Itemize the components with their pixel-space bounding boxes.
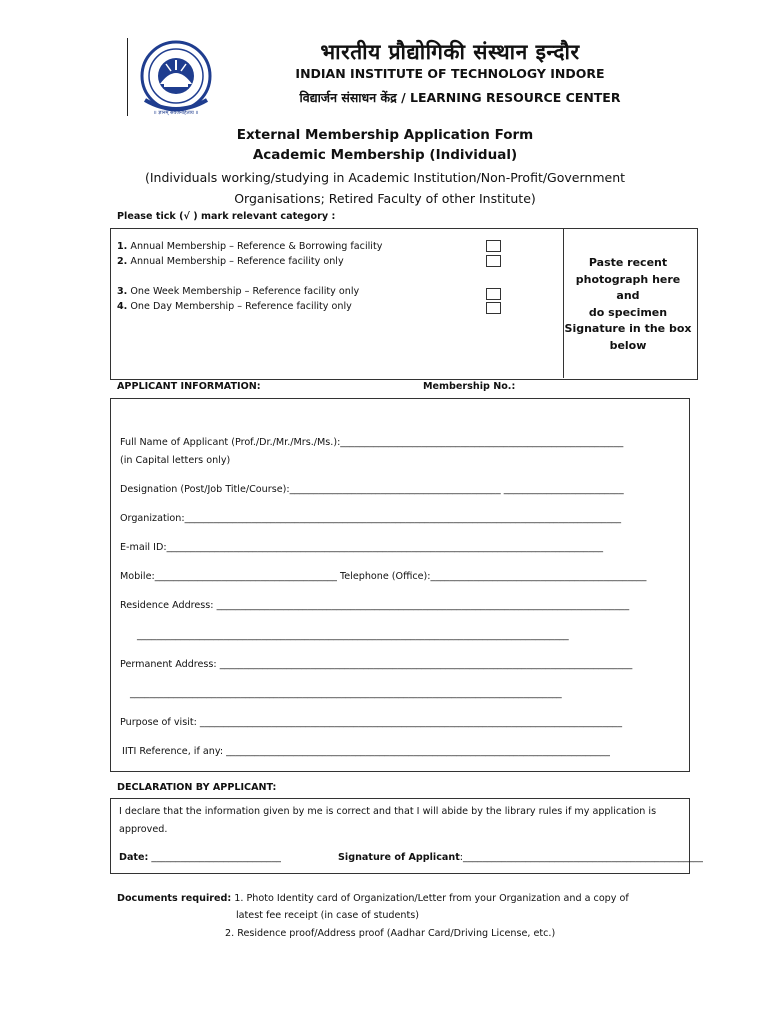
residence-address-line-2[interactable]: __________________________________________________________________________________________ — [137, 630, 569, 641]
organization-field[interactable]: Organization:___________________________________________________________________________________________ — [120, 513, 622, 524]
form-subtitle: Academic Membership (Individual) — [252, 147, 518, 163]
residence-address-field[interactable]: Residence Address: ______________________________________________________________________________________ — [120, 600, 630, 611]
checkbox-category-3[interactable] — [486, 288, 501, 300]
header-divider — [127, 38, 128, 116]
capital-letters-note: (in Capital letters only) — [120, 455, 231, 466]
date-label: Date: — [119, 852, 149, 863]
institute-hindi-title: भारतीय प्रौद्योगिकी संस्थान इन्दौर — [320, 40, 580, 64]
declaration-text-1: I declare that the information given by me is correct and that I will abide by the library rules if my application is — [119, 806, 657, 817]
form-title-block — [130, 125, 640, 165]
membership-no-label: Membership No.: — [423, 381, 516, 392]
form-description — [110, 167, 660, 209]
documents-item-1-cont: latest fee receipt (in case of students) — [236, 910, 419, 921]
iit-indore-logo — [133, 40, 219, 116]
institute-english-title: INDIAN INSTITUTE OF TECHNOLOGY INDORE — [295, 66, 605, 81]
checkbox-category-2[interactable] — [486, 255, 501, 267]
description-line-2: Organisations; Retired Faculty of other Institute) — [234, 191, 536, 206]
permanent-address-field[interactable]: Permanent Address: ______________________________________________________________________________________ — [120, 659, 633, 670]
signature-label: Signature of Applicant — [338, 852, 460, 863]
tick-instruction: Please tick (√ ) mark relevant category : — [117, 211, 336, 222]
documents-item-2: 2. Residence proof/Address proof (Aadhar Card/Driving License, etc.) — [225, 928, 556, 939]
permanent-address-line-2[interactable]: __________________________________________________________________________________________ — [130, 688, 562, 699]
designation-field[interactable]: Designation (Post/Job Title/Course):____________________________________________ _________________________ — [120, 484, 624, 495]
logo-motto: ॥ ज्ञानम् सर्वजनहिताय ॥ — [153, 110, 199, 116]
category-1: 1. Annual Membership – Reference & Borrowing facility — [117, 241, 383, 252]
photo-instructions: Paste recent photograph here and do specimen Signature in the box below — [564, 256, 692, 352]
reference-field[interactable]: IITI Reference, if any: ________________________________________________________________________________ — [122, 746, 610, 757]
category-3: 3. One Week Membership – Reference facility only — [117, 286, 360, 297]
email-field[interactable]: E-mail ID:___________________________________________________________________________________________ — [120, 542, 604, 553]
mobile-telephone-field[interactable]: Mobile:______________________________________ Telephone (Office):_____________________________________________ — [120, 571, 647, 582]
documents-item-1: Documents required: 1. Photo Identity card of Organization/Letter from your Organization and a copy of — [117, 893, 629, 904]
declaration-heading: DECLARATION BY APPLICANT: — [117, 782, 277, 793]
lrc-title: विद्यार्जन संसाधन केंद्र / LEARNING RESOURCE CENTER — [299, 90, 621, 105]
declaration-text-2: approved. — [119, 824, 168, 835]
form-title: External Membership Application Form — [236, 127, 534, 143]
applicant-heading: APPLICANT INFORMATION: — [117, 381, 261, 392]
documents-label: Documents required: — [117, 893, 232, 904]
checkbox-category-1[interactable] — [486, 240, 501, 252]
purpose-field[interactable]: Purpose of visit: ________________________________________________________________________________________ — [120, 717, 623, 728]
full-name-field[interactable]: Full Name of Applicant (Prof./Dr./Mr./Mrs./Ms.):___________________________________________________________ — [120, 437, 624, 448]
checkbox-category-4[interactable] — [486, 302, 501, 314]
category-2: 2. Annual Membership – Reference facility only — [117, 256, 344, 267]
description-line-1: (Individuals working/studying in Academic Institution/Non-Profit/Government — [144, 170, 626, 185]
category-4: 4. One Day Membership – Reference facility only — [117, 301, 352, 312]
signature-field[interactable]: Signature of Applicant:__________________________________________________ — [338, 852, 703, 863]
date-field[interactable]: Date: ___________________________ — [119, 852, 281, 863]
